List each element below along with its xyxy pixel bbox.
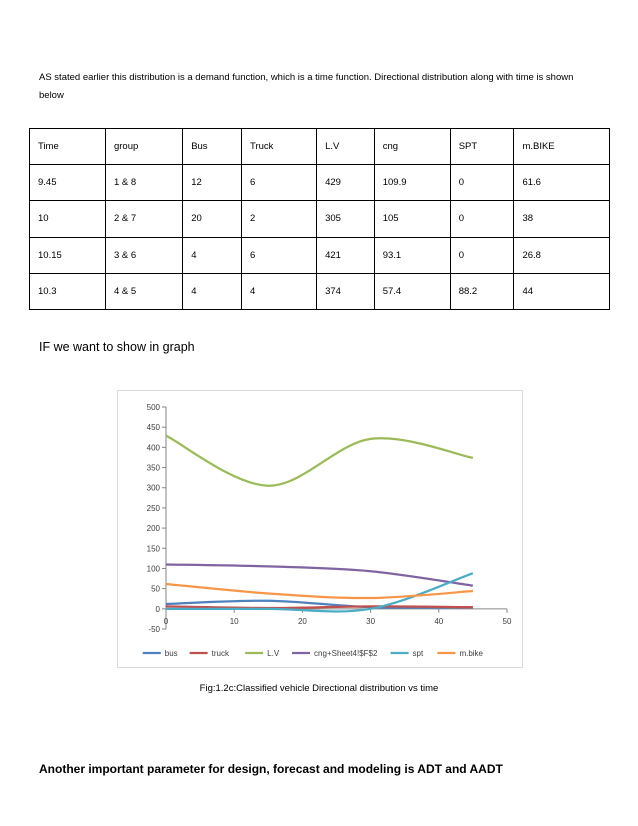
- distribution-table: [29, 128, 610, 310]
- table-row: [30, 165, 610, 201]
- table-cell: 12: [183, 165, 242, 201]
- line-chart: [117, 390, 523, 668]
- table-cell: 4 & 5: [105, 273, 182, 309]
- x-tick-label: 20: [297, 616, 307, 626]
- series-line-cng-sheet4-f-2: [166, 564, 473, 585]
- table-cell: 3 & 6: [105, 237, 182, 273]
- table-cell: Time: [30, 129, 106, 165]
- table-cell: L.V: [317, 129, 375, 165]
- x-tick-label: 30: [366, 616, 376, 626]
- table-cell: 6: [242, 237, 317, 273]
- table-cell: 429: [317, 165, 375, 201]
- table-cell: 2 & 7: [105, 201, 182, 237]
- y-tick-label: 50: [151, 584, 160, 594]
- y-tick-label: 100: [146, 564, 160, 574]
- y-tick-label: 400: [146, 443, 160, 453]
- section-heading: Another important parameter for design, forecast and modeling is ADT and AADT: [39, 762, 503, 776]
- y-tick-label: 0: [155, 604, 160, 614]
- y-tick-label: 200: [146, 524, 160, 534]
- table-cell: 93.1: [374, 237, 450, 273]
- y-tick-label: 500: [146, 403, 160, 412]
- y-tick-label: 150: [146, 544, 160, 554]
- table-cell: 88.2: [450, 273, 514, 309]
- table-cell: 4: [242, 273, 317, 309]
- table-cell: Truck: [242, 129, 317, 165]
- legend-label: cng+Sheet4!$F$2: [314, 649, 378, 658]
- table-cell: cng: [374, 129, 450, 165]
- table-cell: 2: [242, 201, 317, 237]
- intro-paragraph: AS stated earlier this distribution is a demand function, which is a time function. Directional distribution along with time is shown below: [39, 72, 574, 101]
- legend-label: truck: [211, 649, 229, 658]
- table-cell: 10.3: [30, 273, 106, 309]
- legend-label: m.bike: [459, 649, 484, 658]
- table-row: [30, 273, 610, 309]
- x-tick-label: 0: [163, 616, 169, 626]
- x-tick-label: 10: [229, 616, 239, 626]
- table-cell: m.BIKE: [514, 129, 610, 165]
- table-cell: 374: [317, 273, 375, 309]
- table-cell: 26.8: [514, 237, 610, 273]
- table-row: [30, 237, 610, 273]
- table-cell: 109.9: [374, 165, 450, 201]
- series-line-l-v: [166, 436, 473, 486]
- table-cell: 4: [183, 273, 242, 309]
- legend-label: spt: [412, 649, 424, 658]
- figure-caption: Fig:1.2c:Classified vehicle Directional distribution vs time: [199, 683, 439, 694]
- legend-label: L.V: [267, 649, 280, 658]
- table-cell: 38: [514, 201, 610, 237]
- y-tick-label: -50: [148, 625, 160, 634]
- table-cell: 0: [450, 237, 514, 273]
- table-cell: 105: [374, 201, 450, 237]
- graph-heading: IF we want to show in graph: [39, 340, 195, 354]
- table-cell: 421: [317, 237, 375, 273]
- table-cell: 305: [317, 201, 375, 237]
- table-cell: 9.45: [30, 165, 106, 201]
- table-cell: 0: [450, 165, 514, 201]
- table-cell: 44: [514, 273, 610, 309]
- table-cell: 10: [30, 201, 106, 237]
- y-tick-label: 250: [146, 503, 160, 513]
- table-cell: Bus: [183, 129, 242, 165]
- table-cell: group: [105, 129, 182, 165]
- y-tick-label: 450: [146, 423, 160, 433]
- table-header-row: [30, 129, 610, 165]
- x-tick-label: 40: [434, 616, 444, 626]
- y-tick-label: 300: [146, 483, 160, 493]
- x-tick-label: 50: [502, 616, 512, 626]
- table-cell: 6: [242, 165, 317, 201]
- table-cell: 0: [450, 201, 514, 237]
- table-cell: 61.6: [514, 165, 610, 201]
- table-cell: 20: [183, 201, 242, 237]
- table-cell: 57.4: [374, 273, 450, 309]
- table-cell: 4: [183, 237, 242, 273]
- chart-svg: [118, 391, 522, 667]
- y-tick-label: 350: [146, 463, 160, 473]
- table-cell: 10.15: [30, 237, 106, 273]
- table-cell: 1 & 8: [105, 165, 182, 201]
- legend-label: bus: [164, 649, 178, 658]
- table-cell: SPT: [450, 129, 514, 165]
- table-row: [30, 201, 610, 237]
